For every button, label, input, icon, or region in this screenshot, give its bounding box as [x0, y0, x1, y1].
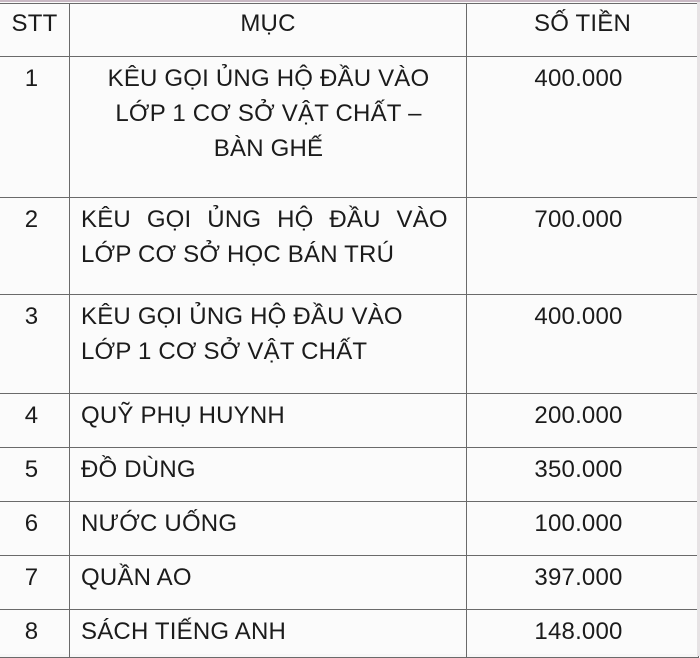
row-amount: 100.000	[467, 502, 699, 556]
header-stt: STT	[0, 4, 70, 57]
table-row	[0, 394, 699, 448]
row-amount: 397.000	[467, 556, 699, 610]
row-item-line: NƯỚC UỐNG	[81, 510, 238, 537]
row-stt: 1	[0, 57, 70, 198]
fee-table	[0, 3, 699, 658]
row-item-line: KÊU GỌI ỦNG HỘ ĐẦU VÀO	[81, 303, 403, 330]
header-amount: SỐ TIỀN	[467, 4, 699, 57]
row-item-line: ĐỒ DÙNG	[81, 456, 196, 483]
header-row	[0, 4, 699, 57]
row-item	[70, 295, 467, 394]
table-row	[0, 198, 699, 295]
row-item-line: KÊU GỌI ỦNG HỘ ĐẦU VÀO	[81, 206, 448, 233]
row-item-line: LỚP 1 CƠ SỞ VẬT CHẤT –	[115, 100, 422, 127]
row-item-line: LỚP 1 CƠ SỞ VẬT CHẤT	[81, 338, 368, 365]
row-item-line: QUẦN AO	[81, 564, 192, 591]
row-stt: 6	[0, 502, 70, 556]
row-item-line: KÊU GỌI ỦNG HỘ ĐẦU VÀO	[107, 65, 430, 92]
row-stt: 3	[0, 295, 70, 394]
table-row	[0, 57, 699, 198]
table-row	[0, 556, 699, 610]
row-item	[70, 502, 467, 556]
row-item	[70, 610, 467, 658]
table-row	[0, 610, 699, 658]
row-item	[70, 556, 467, 610]
row-amount: 350.000	[467, 448, 699, 502]
row-stt: 7	[0, 556, 70, 610]
row-amount: 400.000	[467, 57, 699, 198]
row-stt: 5	[0, 448, 70, 502]
header-item: MỤC	[70, 4, 467, 57]
row-item	[70, 448, 467, 502]
row-item	[70, 57, 467, 198]
row-item-line: BÀN GHẾ	[213, 135, 324, 162]
row-item-line: SÁCH TIẾNG ANH	[81, 618, 287, 645]
row-stt: 2	[0, 198, 70, 295]
row-stt: 4	[0, 394, 70, 448]
table-row	[0, 502, 699, 556]
row-amount: 200.000	[467, 394, 699, 448]
row-amount: 700.000	[467, 198, 699, 295]
row-item	[70, 198, 467, 295]
table-row	[0, 295, 699, 394]
row-stt: 8	[0, 610, 70, 658]
row-item-line: QUỸ PHỤ HUYNH	[81, 402, 285, 429]
row-amount: 400.000	[467, 295, 699, 394]
row-item-line: LỚP CƠ SỞ HỌC BÁN TRÚ	[81, 241, 395, 268]
row-amount: 148.000	[467, 610, 699, 658]
row-item	[70, 394, 467, 448]
table-row	[0, 448, 699, 502]
